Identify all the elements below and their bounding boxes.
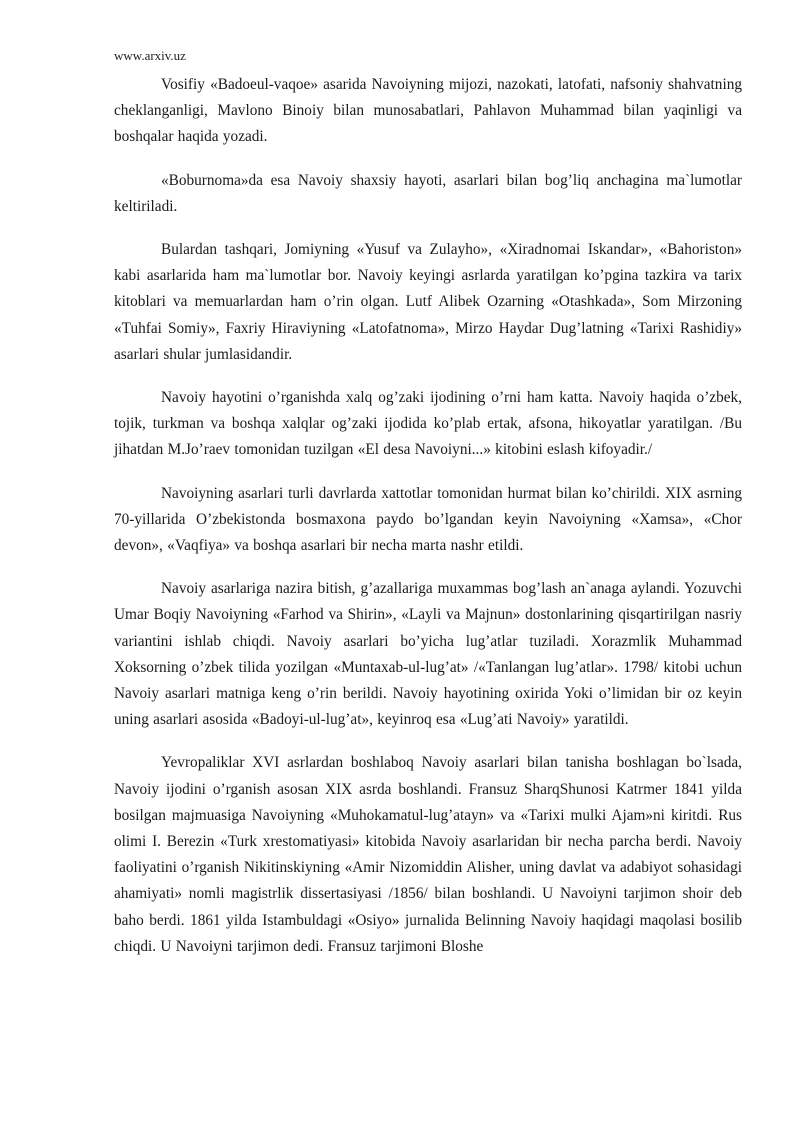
paragraph: Navoiy hayotini o’rganishda xalq og’zaki ijodining o’rni ham katta. Navoiy haqida o’zbek, tojik, turkman va boshqa xalqlar og’zaki ijodida ko’plab ertak, afsona, hikoyatlar yaratilgan. /Bu jihatdan M.Jo’raev tomonidan tuzilgan «El desa Navoiyni...» kitobini eslash kifoyadir./ — [114, 389, 742, 459]
header-url: www.arxiv.uz — [114, 48, 186, 63]
paragraph: Navoiyning asarlari turli davrlarda xattotlar tomonidan hurmat bilan ko’chirildi. XIX asrning 70-yillarida O’zbekistonda bosmaxona paydo bo’lgandan keyin Navoiyning «Xamsa», «Chor devon», «Vaqfiya» va boshqa asarlari bir necha marta nashr etildi. — [114, 484, 742, 555]
paragraph: Yevropaliklar XVI asrlardan boshlaboq Navoiy asarlari bilan tanisha boshlagan bo`lsada, Navoiy ijodini o’rganish asosan XIX asrda boshlandi. Fransuz SharqShunosi Katrmer 1841 yilda bosilgan majmuasiga Navoiyning «Muhokamatul-lug’atayn» va «Tarixi mulki Ajam»ni kiritdi. Rus olimi I. Berezin «Turk xrestomatiyasi» kitobida Navoiy asarlaridan bir necha parcha berdi. Navoiy faoliyatini o’rganish Nikitinskiyning «Amir Nizomiddin Alisher, uning davlat va adabiyot sohasidagi ahamiyati» nomli magistrlik dissertasiyasi /1856/ bilan boshlandi. U Navoiyni tarjimon shoir deb baho berdi. 1861 yilda Istambuldagi «Osiyo» jurnalida Belinning Navoiy haqidagi maqolasi bosilib chiqdi. U Navoiyni tarjimon dedi. Fransuz tarjimoni Bloshe — [114, 754, 742, 955]
paragraph: Bulardan tashqari, Jomiyning «Yusuf va Zulayho», «Xiradnomai Iskandar», «Bahoriston» kabi asarlarida ham ma`lumotlar bor. Navoiy keyingi asrlarda yaratilgan ko’pgina tazkira va tarix kitoblari va memuarlardan ham o’rin olgan. Lutf Alibek Ozarning «Otashkada», Som Mirzoning «Tuhfai Somiy», Faxriy Hiraviyning «Latofatnoma», Mirzo Haydar Dug’latning «Tarixi Rashidiy» asarlari shular jumlasidandir. — [114, 241, 742, 363]
document-body — [114, 72, 742, 977]
paragraph: «Boburnoma»da esa Navoiy shaxsiy hayoti, asarlari bilan bog’liq anchagina ma`lumotlar keltiriladi. — [114, 171, 742, 215]
paragraph: Navoiy asarlariga nazira bitish, g’azallariga muxammas bog’lash an`anaga aylandi. Yozuvchi Umar Boqiy Navoiyning «Farhod va Shirin», «Layli va Majnun» dostonlarining qisqartirilgan nasriy variantini ishlab chiqdi. Navoiy asarlari bo’yicha lug’atlar tuziladi. Xorazmlik Muhammad Xoksorning o’zbek tilida yozilgan «Muntaxab-ul-lug’at» /«Tanlangan lug’atlar». 1798/ kitobi uchun Navoiy asarlari matniga keng o’rin berildi. Navoiy hayotining oxirida Yoki o’limidan bir oz keyin uning asarlari asosida «Badoyi-ul-lug’at», keyinroq esa «Lug’ati Navoiy» yaratildi. — [114, 580, 742, 729]
paragraph: Vosifiy «Badoeul-vaqoe» asarida Navoiyning mijozi, nazokati, latofati, nafsoniy shahvatning cheklanganligi, Mavlono Binoiy bilan munosabatlari, Pahlavon Muhammad bilan yaqinligi va boshqalar haqida yozadi. — [114, 76, 742, 146]
